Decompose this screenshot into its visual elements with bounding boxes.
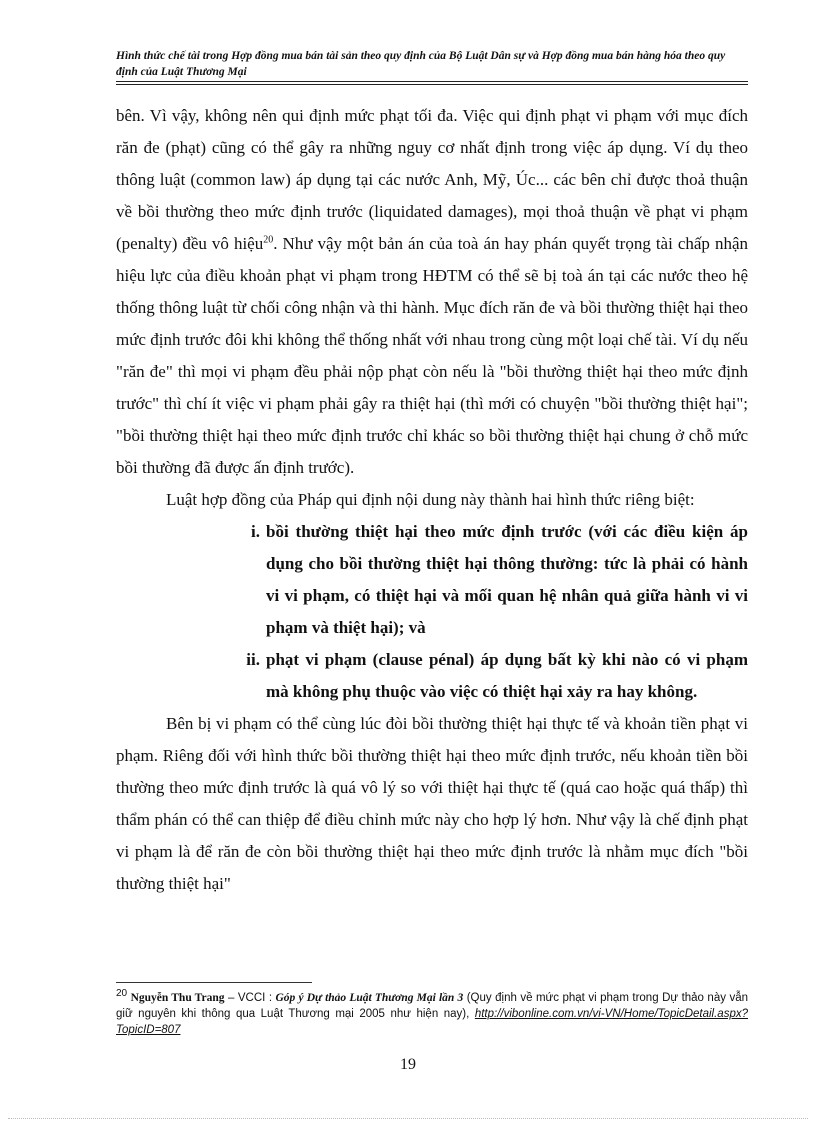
footnote [116, 990, 748, 1038]
paragraph-3: Bên bị vi phạm có thể cùng lúc đòi bồi thường thiệt hại thực tế và khoản tiền phạt vi phạm. Riêng đối với hình thức bồi thường thiệt hại theo mức định trước, nếu khoản tiền bồi thường theo mức định trước là quá vô lý so với thiệt hại thực tế (quá cao hoặc quá thấp) thì thẩm phán có thể can thiệp để điều chỉnh mức này cho hợp lý hơn. Như vậy là chế định phạt vi phạm là để răn đe còn bồi thường thiệt hại theo mức định trước là nhằm mục đích "bồi thường thiệt hại" [116, 714, 748, 893]
paragraph-1-text-b: . Như vậy một bản án của toà án hay phán quyết trọng tài chấp nhận hiệu lực của điều khoản phạt vi phạm trong HĐTM có thể sẽ bị toà án tại các nước theo hệ thống thông luật từ chối công nhận và thi hành. Mục đích răn đe và bồi thường thiệt hại theo mức định trước đôi khi không thể thống nhất với nhau trong cùng một loại chế tài. Ví dụ nếu "răn đe" thì mọi vi phạm đều phải nộp phạt còn nếu là "bồi thường thiệt hại theo mức định trước" thì chí ít việc vi phạm phải gây ra thiệt hại (thì mới có chuyện "bồi thường thiệt hại"; "bồi thường thiệt hại theo mức định trước chỉ khác so bồi thường thiệt hại chung ở chỗ mức bồi thường đã được ấn định trước). [116, 234, 748, 477]
page-edge [8, 1118, 808, 1119]
list-item-text: bồi thường thiệt hại theo mức định trước (với các điều kiện áp dụng cho bồi thường thiệt hại thông thường: tức là phải có hành vi vi phạm, có thiệt hại và mối quan hệ nhân quả giữa hành vi vi phạm và thiệt hại); và [266, 522, 748, 637]
footnote-description: (Quy định về mức phạt vi phạm trong Dự thảo này vẫn giữ nguyên khi thông qua Luật Thương mại 2005 như hiện nay), [116, 992, 748, 1020]
footnote-number: 20 [116, 988, 128, 1000]
list-item-text: phạt vi phạm (clause pénal) áp dụng bất kỳ khi nào có vi phạm mà không phụ thuộc vào việc có thiệt hại xảy ra hay không. [266, 650, 748, 701]
footnote-separator [116, 982, 312, 983]
paragraph-2: Luật hợp đồng của Pháp qui định nội dung này thành hai hình thức riêng biệt: [166, 490, 695, 509]
footnote-author: Nguyễn Thu Trang [130, 992, 225, 1004]
numbered-list [116, 516, 748, 708]
list-item [116, 516, 748, 644]
footnote-ref-20[interactable]: 20 [263, 234, 274, 246]
footnote-title: Góp ý Dự thảo Luật Thương Mại lần 3 [275, 992, 464, 1004]
footnote-org: – VCCI : [224, 992, 276, 1004]
main-text [116, 100, 748, 900]
header-rule-thick [116, 81, 748, 82]
footnote-link[interactable]: http://vibonline.com.vn/vi-VN/Home/TopicDetail.aspx?TopicID=807 [116, 1008, 748, 1036]
running-header: Hình thức chế tài trong Hợp đồng mua bán tài sản theo quy định của Bộ Luật Dân sự và Hợp đồng mua bán hàng hóa theo quy định của Luật Thương Mại [116, 50, 726, 78]
list-item [116, 644, 748, 708]
list-marker: i. [251, 522, 260, 541]
paragraph-1-text-a: bên. Vì vậy, không nên qui định mức phạt tối đa. Việc qui định phạt vi phạm với mục đích răn đe (phạt) cũng có thể gây ra những nguy cơ nhất định trong việc áp dụng. Ví dụ theo thông luật (common law) áp dụng tại các nước Anh, Mỹ, Úc... các bên chỉ được thoả thuận về bồi thường theo mức định trước (liquidated damages), mọi thoả thuận về phạt vi phạm (penalty) đều vô hiệu [116, 106, 748, 253]
page-number: 19 [400, 1056, 416, 1073]
list-marker: ii. [246, 650, 260, 669]
header-rule-thin [116, 84, 748, 85]
paragraph-1 [116, 100, 748, 484]
